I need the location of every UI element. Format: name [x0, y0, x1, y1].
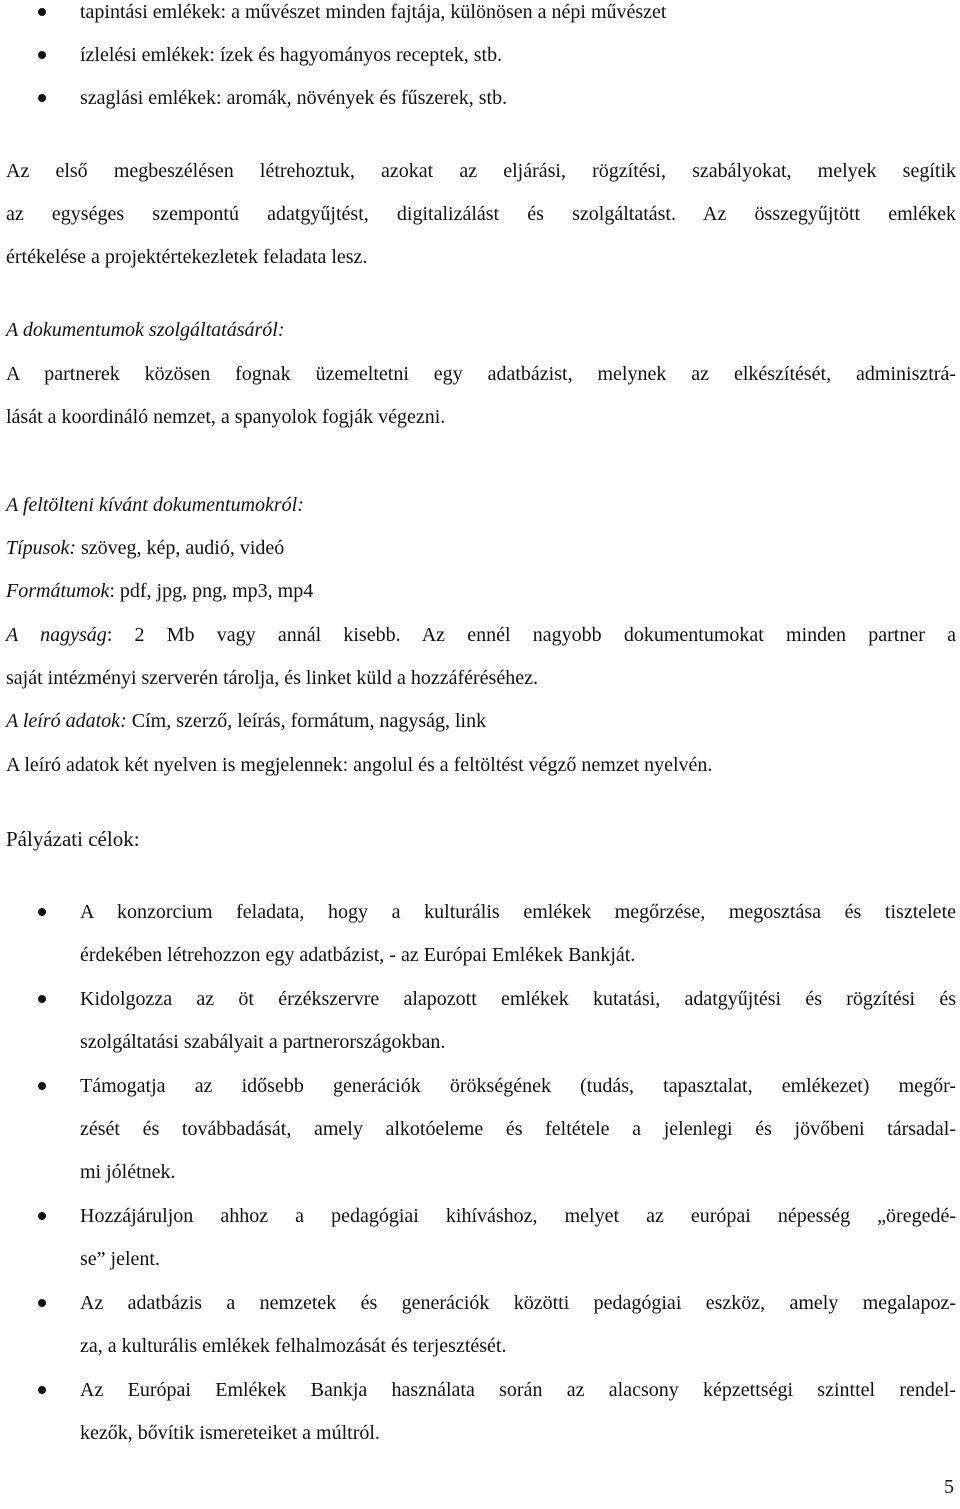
list-item: Kidolgozza az öt érzékszervre alapozott emlékek kutatási, adatgyűjtési és rögzítési és: [80, 988, 956, 1010]
list-item-continuation: mi jólétnek.: [80, 1161, 176, 1183]
list-item: A konzorcium feladata, hogy a kulturális emlékek megőrzése, megosztása és tisztelete: [80, 901, 956, 923]
formats-value: : pdf, jpg, png, mp3, mp4: [109, 580, 314, 602]
size-label: A nagyság: [6, 624, 107, 646]
paragraph-line: értékelése a projektértekezletek feladata lesz.: [6, 246, 368, 268]
paragraph-line: A partnerek közösen fognak üzemeltetni egy adatbázist, melynek az elkészítését, adminisztrá-: [6, 363, 956, 385]
bullet-icon: [38, 1082, 46, 1090]
list-item: Hozzájáruljon ahhoz a pedagógiai kihíváshoz, melyet az európai népesség „öregedé-: [80, 1205, 956, 1227]
bullet-icon: [38, 1299, 46, 1307]
list-item-continuation: szolgáltatási szabályait a partnerországokban.: [80, 1031, 446, 1053]
paragraph-line: A leíró adatok két nyelven is megjelennek: angolul és a feltöltést végző nemzet nyelvén.: [6, 754, 713, 776]
section-heading: A dokumentumok szolgáltatásáról:: [6, 319, 285, 341]
bullet-icon: [38, 51, 46, 59]
bullet-icon: [38, 94, 46, 102]
list-item: Az Európai Emlékek Bankja használata során az alacsony képzettségi szinttel rendel-: [80, 1379, 956, 1401]
types-label: Típusok:: [6, 537, 76, 559]
types-line: [6, 536, 284, 560]
formats-line: [6, 579, 313, 603]
list-item-continuation: za, a kulturális emlékek felhalmozását és terjesztését.: [80, 1335, 507, 1357]
bullet-icon: [38, 908, 46, 916]
list-item: tapintási emlékek: a művészet minden fajtája, különösen a népi művészet: [80, 1, 667, 23]
bullet-icon: [38, 995, 46, 1003]
bullet-icon: [38, 8, 46, 16]
goals-heading: Pályázati célok:: [6, 827, 140, 851]
size-line: [6, 623, 956, 647]
meta-label: A leíró adatok:: [6, 710, 127, 732]
list-item: Támogatja az idősebb generációk örökségének (tudás, tapasztalat, emlékezet) megőr-: [80, 1075, 956, 1097]
meta-value: Cím, szerző, leírás, formátum, nagyság, link: [126, 710, 487, 732]
list-item: ízlelési emlékek: ízek és hagyományos receptek, stb.: [80, 44, 503, 66]
page-number: 5: [944, 1476, 954, 1498]
paragraph-line: Az első megbeszélésen létrehoztuk, azokat az eljárási, rögzítési, szabályokat, melyek segítik: [6, 160, 956, 182]
list-item: Az adatbázis a nemzetek és generációk közötti pedagógiai eszköz, amely megalapoz-: [80, 1292, 956, 1314]
list-item-continuation: érdekében létrehozzon egy adatbázist, - az Európai Emlékek Bankját.: [80, 944, 636, 966]
paragraph-line: lását a koordináló nemzet, a spanyolok fogják végezni.: [6, 406, 446, 428]
meta-line: [6, 709, 486, 733]
formats-label: Formátumok: [6, 580, 110, 602]
types-value: szöveg, kép, audió, videó: [76, 537, 285, 559]
list-item: szaglási emlékek: aromák, növények és fűszerek, stb.: [80, 87, 508, 109]
list-item-continuation: se” jelent.: [80, 1248, 160, 1270]
paragraph-line: az egységes szempontú adatgyűjtést, digitalizálást és szolgáltatást. Az összegyűjtött emlékek: [6, 203, 956, 225]
size-value: : 2 Mb vagy annál kisebb. Az ennél nagyobb dokumentumokat minden partner a: [106, 624, 956, 646]
list-item-continuation: zését és továbbadását, amely alkotóeleme és feltétele a jelenlegi és jövőbeni társadal-: [80, 1118, 956, 1140]
list-item-continuation: kezők, bővítik ismereteiket a múltról.: [80, 1422, 380, 1444]
section-heading: A feltölteni kívánt dokumentumokról:: [6, 494, 304, 516]
bullet-icon: [38, 1386, 46, 1394]
bullet-icon: [38, 1212, 46, 1220]
paragraph-line: saját intézményi szerverén tárolja, és linket küld a hozzáféréséhez.: [6, 667, 538, 689]
